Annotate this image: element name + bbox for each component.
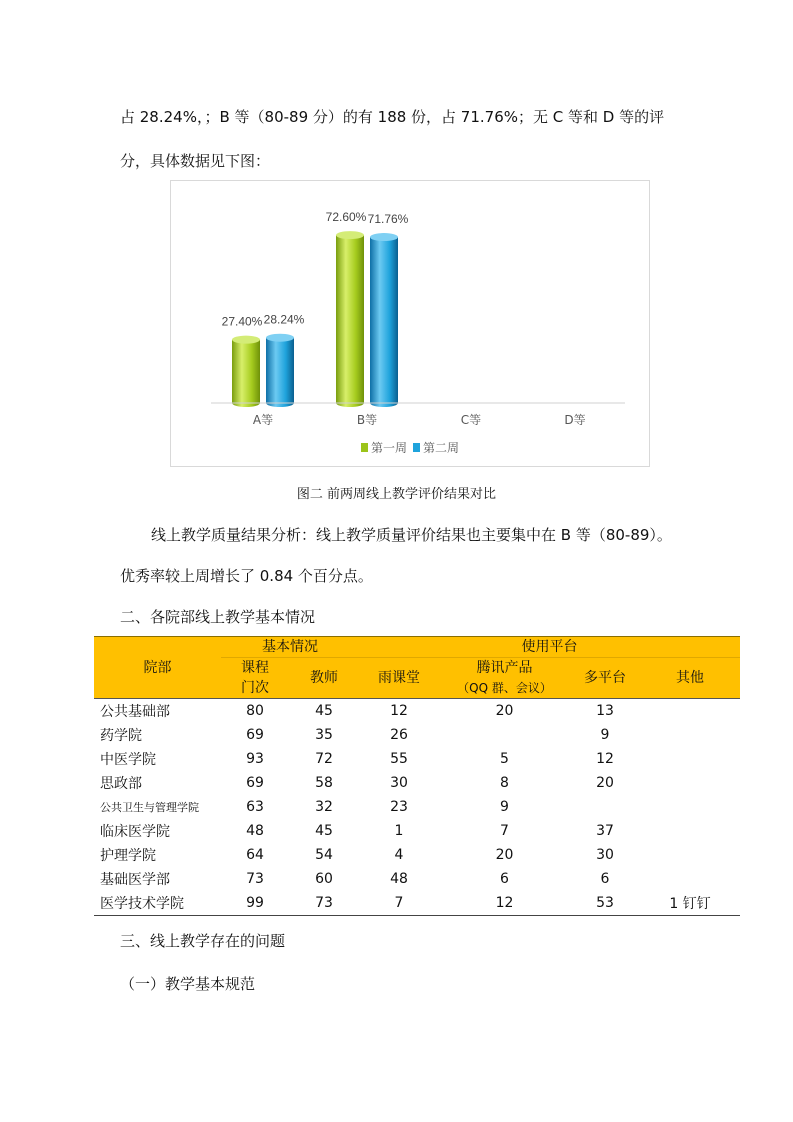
cell-courses: 64 xyxy=(246,847,264,863)
cell-multi: 30 xyxy=(596,847,614,863)
table-row xyxy=(94,699,740,724)
cell-dept: 护理学院 xyxy=(100,848,156,864)
cell-tencent xyxy=(439,723,570,747)
cell-courses: 73 xyxy=(246,871,264,887)
table-row xyxy=(94,867,740,891)
cell-multi: 13 xyxy=(596,703,614,719)
cell-teachers: 45 xyxy=(315,703,333,719)
table-row xyxy=(94,723,740,747)
cell-dept: 中医学院 xyxy=(100,752,156,768)
grade-comparison-chart xyxy=(170,180,650,467)
cell-dept: 思政部 xyxy=(100,776,142,792)
bar-第二周-B等 xyxy=(370,233,398,407)
cell-teachers: 60 xyxy=(315,871,333,887)
cell-yuketang: 1 xyxy=(394,823,404,839)
header-teachers: 教师 xyxy=(289,658,359,699)
cell-teachers: 73 xyxy=(289,891,359,916)
cell-other xyxy=(640,747,740,771)
cell-courses: 80 xyxy=(246,703,264,719)
data-label: 71.76% xyxy=(367,212,409,227)
cell-tencent: 8 xyxy=(500,775,509,791)
cell-dept: 临床医学院 xyxy=(100,824,170,840)
cell-other xyxy=(640,795,740,819)
cell-dept: 药学院 xyxy=(100,728,142,744)
header-tencent-line2: （QQ 群、会议） xyxy=(457,681,552,695)
cell-yuketang: 48 xyxy=(390,871,408,887)
header-tencent xyxy=(439,658,570,699)
header-group-platform: 使用平台 xyxy=(359,637,740,658)
cell-yuketang: 30 xyxy=(390,775,408,791)
cell-dept: 基础医学部 xyxy=(100,872,170,888)
cell-teachers: 58 xyxy=(315,775,333,791)
cell-dept: 公共基础部 xyxy=(100,704,170,720)
analysis-line-1: 线上教学质量结果分析：线上教学质量评价结果也主要集中在 B 等（80-89）。 xyxy=(151,526,672,544)
table-row xyxy=(94,795,740,819)
svg-text:第一周: 第一周 xyxy=(371,441,408,455)
svg-text:第二周: 第二周 xyxy=(423,441,460,455)
cell-other xyxy=(640,867,740,891)
cell-yuketang: 12 xyxy=(390,703,408,719)
cell-courses: 69 xyxy=(246,775,264,791)
header-courses-line2: 门次 xyxy=(241,680,269,696)
legend-item xyxy=(361,441,407,455)
cell-tencent: 9 xyxy=(500,799,509,815)
cell-other: 1 钉钉 xyxy=(640,891,740,916)
cell-teachers: 45 xyxy=(315,823,333,839)
data-label: 28.24% xyxy=(263,312,305,327)
data-label: 72.60% xyxy=(325,210,367,225)
header-other: 其他 xyxy=(640,658,740,699)
cell-courses: 99 xyxy=(221,891,289,916)
cell-multi xyxy=(570,795,640,819)
cell-tencent: 20 xyxy=(495,703,514,719)
cell-yuketang: 7 xyxy=(359,891,439,916)
header-department: 院部 xyxy=(94,637,221,699)
cell-multi: 53 xyxy=(570,891,640,916)
cell-tencent: 12 xyxy=(439,891,570,916)
header-multi-platform: 多平台 xyxy=(570,658,640,699)
cell-courses: 69 xyxy=(246,727,264,743)
cell-courses: 93 xyxy=(246,751,264,767)
section-heading-2: 二、各院部线上教学基本情况 xyxy=(120,608,316,626)
legend-item xyxy=(413,441,459,455)
data-label: 27.40% xyxy=(221,314,263,329)
department-stats-table xyxy=(94,636,740,916)
header-tencent-line1: 腾讯产品 xyxy=(476,660,533,676)
cell-dept: 公共卫生与管理学院 xyxy=(100,801,199,814)
cell-yuketang: 26 xyxy=(390,727,408,743)
x-tick-label: A等 xyxy=(252,413,274,427)
cell-courses: 63 xyxy=(246,799,264,815)
cell-tencent: 7 xyxy=(500,823,509,839)
cell-dept: 医学技术学院 xyxy=(94,891,221,916)
header-yuketang: 雨课堂 xyxy=(359,658,439,699)
subsection-heading-1: （一）教学基本规范 xyxy=(120,975,256,993)
cell-other xyxy=(640,771,740,795)
cell-other xyxy=(640,723,740,747)
cell-multi: 6 xyxy=(600,871,610,887)
table-row xyxy=(94,819,740,843)
cell-teachers: 35 xyxy=(315,727,333,743)
header-courses xyxy=(221,658,289,699)
header-group-basic: 基本情况 xyxy=(221,637,359,658)
cell-other xyxy=(640,843,740,867)
cell-tencent: 6 xyxy=(500,871,509,887)
cell-multi: 37 xyxy=(596,823,614,839)
x-tick-label: D等 xyxy=(564,413,586,427)
cell-courses: 48 xyxy=(246,823,264,839)
cell-tencent: 20 xyxy=(495,847,514,863)
cell-other xyxy=(640,819,740,843)
cell-other xyxy=(640,699,740,724)
chart-caption: 图二 前两周线上教学评价结果对比 xyxy=(296,487,497,502)
cell-multi: 9 xyxy=(600,727,610,743)
table-row xyxy=(94,891,740,916)
bar-第二周-A等 xyxy=(266,334,294,407)
intro-line-1: 占 28.24%，；B 等（80-89 分）的有 188 份，占 71.76%；无 C 等和 D 等的评 xyxy=(120,108,665,126)
cell-teachers: 72 xyxy=(315,751,333,767)
cell-teachers: 32 xyxy=(315,799,333,815)
table-row xyxy=(94,843,740,867)
cell-teachers: 54 xyxy=(315,847,333,863)
section-heading-3: 三、线上教学存在的问题 xyxy=(120,932,286,950)
analysis-line-2: 优秀率较上周增长了 0.84 个百分点。 xyxy=(120,567,373,585)
x-tick-label: B等 xyxy=(356,413,378,427)
table-row xyxy=(94,747,740,771)
bar-第一周-B等 xyxy=(336,231,364,407)
bar-第一周-A等 xyxy=(232,336,260,407)
header-courses-line1: 课程 xyxy=(241,660,269,676)
x-tick-label: C等 xyxy=(460,413,482,427)
cell-yuketang: 4 xyxy=(394,847,404,863)
cell-multi: 20 xyxy=(596,775,614,791)
cell-yuketang: 23 xyxy=(390,799,408,815)
chart-canvas xyxy=(171,181,649,466)
cell-multi: 12 xyxy=(596,751,614,767)
cell-tencent: 5 xyxy=(500,751,509,767)
cell-yuketang: 55 xyxy=(390,751,408,767)
table-row xyxy=(94,771,740,795)
intro-line-2: 分，具体数据见下图： xyxy=(120,152,271,170)
